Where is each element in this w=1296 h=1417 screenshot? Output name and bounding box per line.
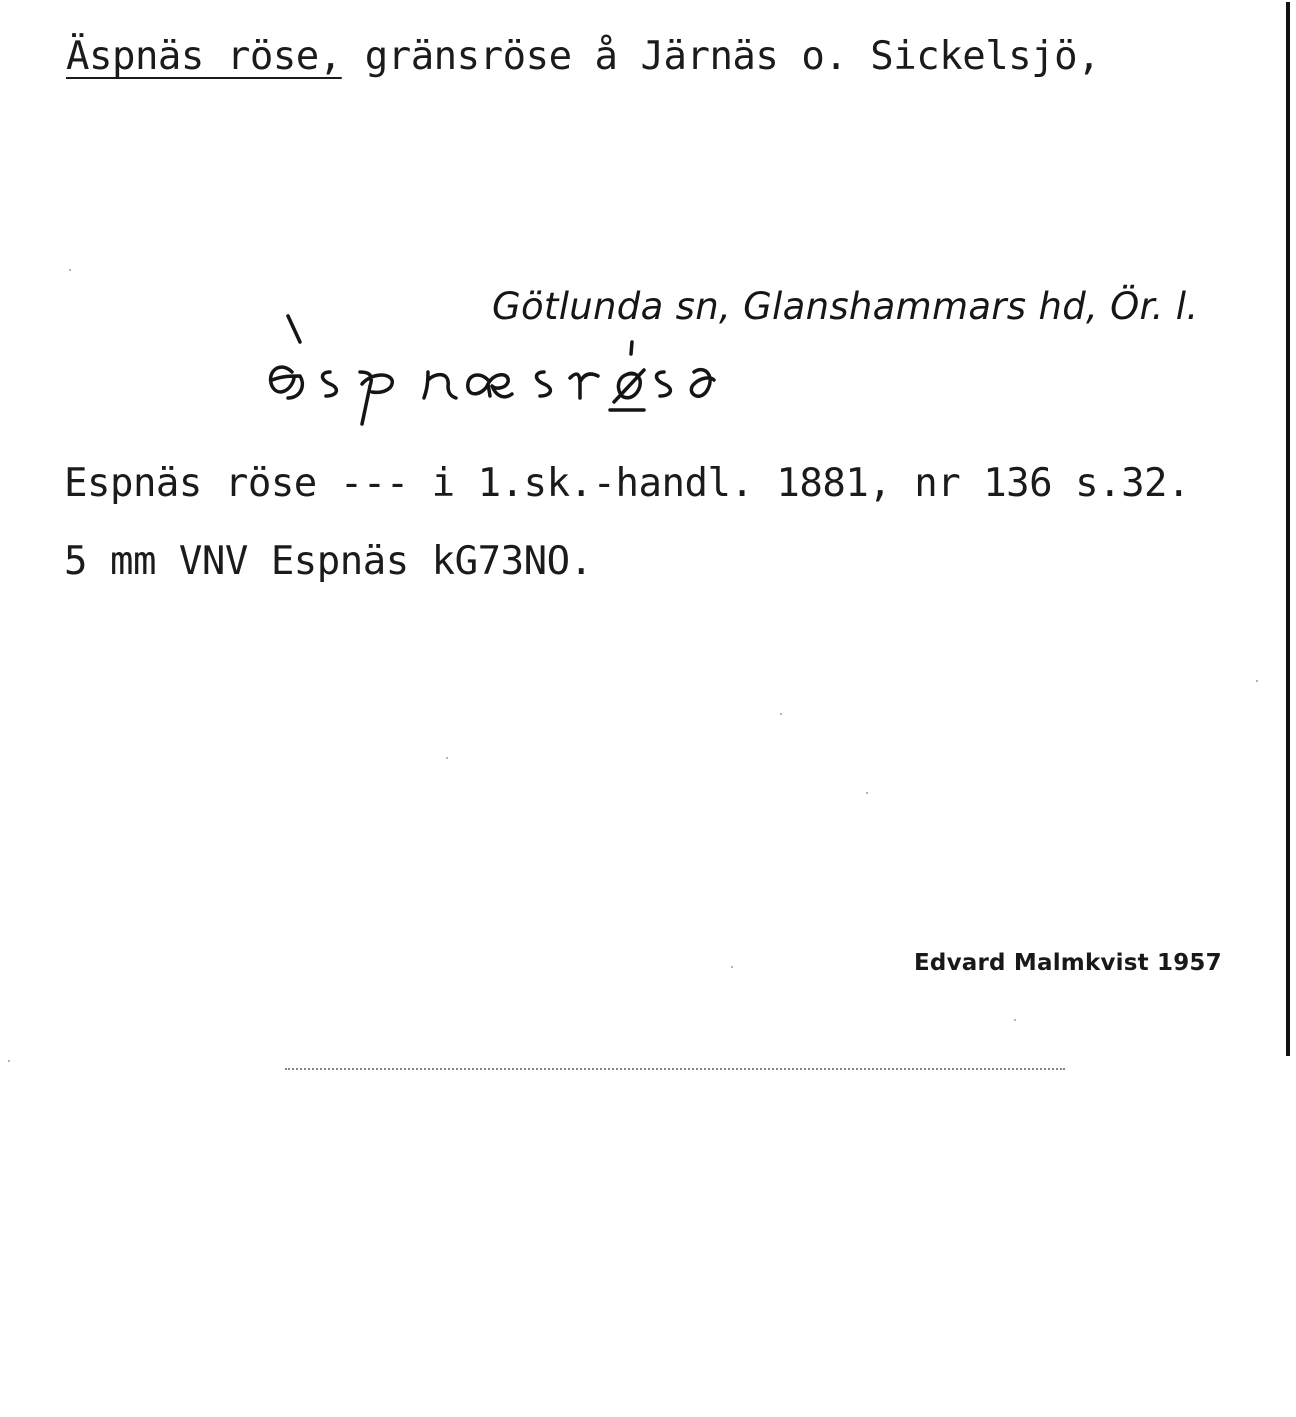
paper-speck (8, 1060, 10, 1062)
paper-speck (866, 792, 868, 794)
source-line: Espnäs röse --- i 1.sk.-handl. 1881, nr 136 s.32. (64, 461, 1191, 506)
paper-speck (69, 269, 71, 271)
paper-speck (446, 757, 448, 759)
paper-speck (780, 713, 782, 715)
headword-description: gränsröse å Järnäs o. Sickelsjö, (341, 34, 1101, 79)
parish-line: Götlunda sn, Glanshammars hd, Ör. l. (492, 285, 1199, 328)
card-bottom-edge (285, 1068, 1065, 1071)
card-right-border (1286, 2, 1290, 1056)
paper-speck (1014, 1019, 1016, 1021)
headword-line (66, 34, 1100, 79)
paper-speck (1256, 680, 1258, 682)
paper-speck (731, 966, 733, 968)
location-line: 5 mm VNV Espnäs kG73NO. (64, 539, 593, 584)
headword: Äspnäs röse, (66, 34, 342, 79)
signature: Edvard Malmkvist 1957 (914, 950, 1222, 976)
handwritten-dialect-form (258, 314, 843, 429)
